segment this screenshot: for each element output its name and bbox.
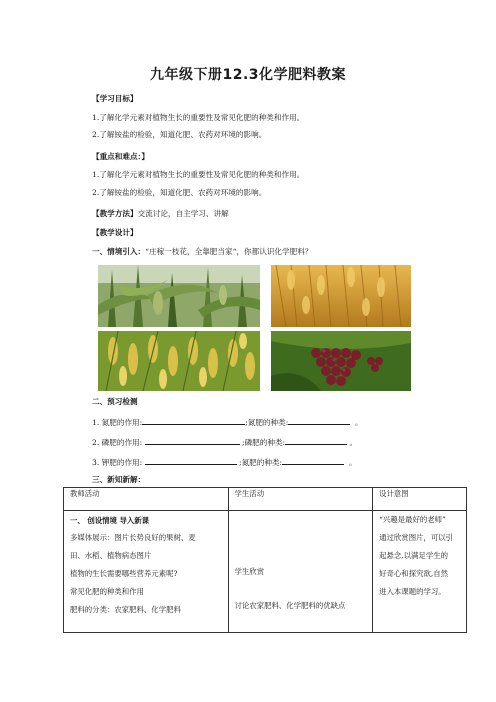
header-student: 学生活动 (228, 488, 373, 511)
objective-item: 2.了解铵盐的检验，知道化肥、农药对环境的影响。 (92, 130, 267, 139)
answer-blank[interactable] (145, 436, 240, 445)
corn-photo (98, 265, 260, 327)
method-heading: 【教学方法】 (92, 209, 138, 218)
student-line: 讨论农家肥料、化学肥料的优缺点 (234, 601, 346, 610)
preview-label: 1. 氮肥的作用: (92, 418, 143, 427)
preview-mid: ;氮肥的种类: (245, 418, 289, 427)
rice-photo (98, 331, 260, 391)
teacher-line: 植物的生长需要哪些营养元素呢? (70, 569, 178, 578)
new-knowledge-heading: 三、新知新解： (92, 475, 146, 484)
objectives-heading: 【学习目标】 (92, 94, 138, 103)
objective-item: 1.了解化学元素对植物生长的重要性及常见化肥的种类和作用。 (92, 113, 305, 122)
preview-heading: 二、预习检测 (92, 397, 138, 406)
key-point-item: 2.了解铵盐的检验，知道化肥、农药对环境的影响。 (92, 188, 267, 197)
method-text: 交流讨论，自主学习、讲解 (137, 209, 229, 218)
method-line (92, 209, 229, 219)
intent-line: “兴趣是最好的老师” (379, 515, 446, 524)
lesson-plan-table (63, 487, 467, 633)
answer-blank[interactable] (145, 456, 237, 465)
teacher-cell (64, 511, 229, 633)
preview-row (92, 456, 357, 468)
preview-end: 。 (355, 418, 363, 427)
teacher-line: 肥料的分类：农家肥料、化学肥料 (70, 605, 181, 614)
intent-line: 好奇心和探究欲,自然 (379, 569, 448, 578)
teacher-line: 田、水稻、植物病态图片 (70, 551, 152, 560)
header-intent: 设计意图 (373, 488, 467, 511)
preview-end: 。 (348, 458, 357, 467)
preview-end: 。 (349, 438, 358, 447)
preview-mid: ;氮肥的种类: (239, 458, 283, 467)
answer-blank[interactable] (142, 416, 245, 425)
intent-line: 进入本课题的学习。 (379, 587, 446, 596)
intro-heading: 一、情境引入： (92, 247, 146, 256)
key-points-heading: 【重点和难点：】 (92, 152, 149, 161)
intent-line: 起悬念,以满足学生的 (379, 551, 448, 560)
intent-cell (373, 511, 467, 633)
grapes-photo (271, 331, 411, 391)
preview-row (92, 416, 363, 428)
intro-text: “庄稼一枝花，全靠肥当家“，你都认识化学肥料？ (145, 247, 313, 256)
table-row (64, 511, 467, 633)
answer-blank[interactable] (282, 456, 344, 465)
teacher-title: 一、 创设情境 导入新课 (70, 516, 150, 525)
intro-line (92, 247, 312, 257)
preview-label: 2. 磷肥的作用: (92, 438, 143, 447)
student-line: 学生欣赏 (234, 567, 265, 576)
key-point-item: 1.了解化学元素对植物生长的重要性及常见化肥的种类和作用。 (92, 170, 305, 179)
preview-row (92, 436, 357, 448)
answer-blank[interactable] (288, 416, 350, 425)
intent-line: 通过欣赏图片，可以引 (379, 533, 454, 542)
teacher-line: 多媒体展示：图片长势良好的果树、麦 (70, 533, 196, 542)
student-cell (228, 511, 373, 633)
header-teacher: 教师活动 (64, 488, 229, 511)
answer-blank[interactable] (285, 436, 347, 445)
wheat-photo (271, 265, 411, 327)
preview-mid: ;磷肥的种类: (242, 438, 286, 447)
page-title: 九年级下册12.3化学肥料教案 (149, 67, 347, 83)
teacher-line: 常见化肥的种类和作用 (70, 587, 144, 596)
preview-label: 3. 钾肥的作用: (92, 458, 143, 467)
table-header-row (64, 488, 467, 511)
design-heading: 【教学设计】 (92, 228, 138, 237)
